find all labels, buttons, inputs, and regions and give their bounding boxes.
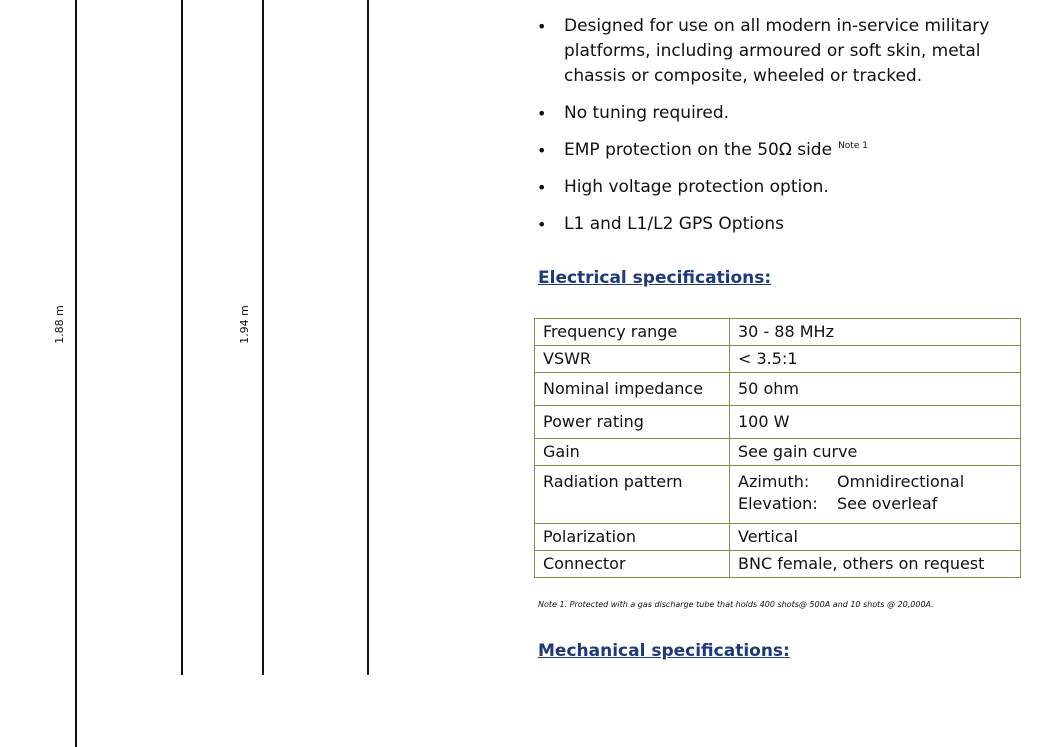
table-row: Frequency range 30 - 88 MHz [535,319,1021,346]
feature-list [537,14,1017,249]
feature-item: • EMP protection on the 50Ω side $^{Note 1}$ [537,138,1017,163]
table-row: Gain See gain curve [535,439,1021,466]
footnote: Note 1. Protected with a gas discharge tube that holds 400 shots@ 500A and 10 shots @ 20,000A. [538,600,934,609]
antenna-left-outline [75,72,77,747]
table-row: Nominal impedance 50 ohm [535,373,1021,406]
electrical-heading: Electrical specifications: [538,268,772,288]
feature-item: • High voltage protection option. [537,175,1017,200]
note-reference: Note 1 [838,141,868,151]
feature-item: • L1 and L1/L2 GPS Options [537,212,1017,237]
electrical-spec-table [534,318,1021,578]
antenna-right-line [367,0,369,675]
azimuth-line: Azimuth: Omnidirectional [738,472,965,491]
antenna-center-right-line [262,0,264,675]
table-row: VSWR < 3.5:1 [535,346,1021,373]
table-row: Radiation pattern Azimuth: Omnidirectional Elevation: See overleaf [535,466,1021,524]
feature-item: • No tuning required. [537,101,1017,126]
elevation-line: Elevation: See overleaf [738,494,938,513]
antenna-center-left-line [181,0,183,675]
dimension-label-right: 1.94 m [237,305,251,344]
feature-item: • Designed for use on all modern in-service military platforms, including armoured or soft skin, metal chassis or composite, wheeled or tracked. [537,14,1017,89]
dimension-label-left: 1.88 m [52,305,66,344]
antenna-left-cap [75,0,77,72]
table-row: Connector BNC female, others on request [535,551,1021,578]
mechanical-heading: Mechanical specifications: [538,641,790,661]
table-row: Polarization Vertical [535,524,1021,551]
table-row: Power rating 100 W [535,406,1021,439]
